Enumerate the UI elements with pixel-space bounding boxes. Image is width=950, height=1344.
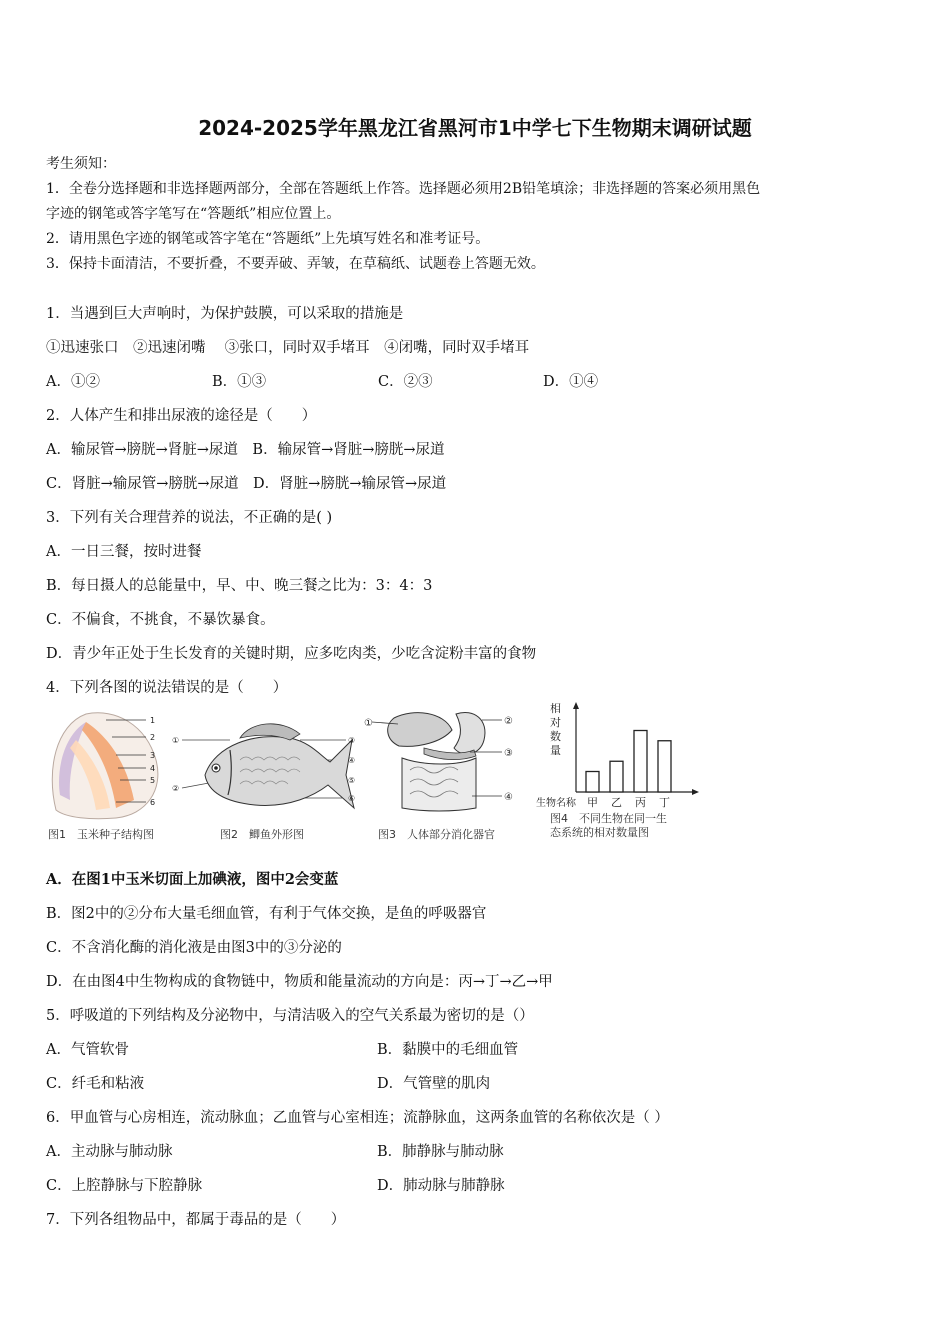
q1-option-b: B．①③ [212, 374, 267, 390]
fig2-label-6: ⑥ [348, 794, 356, 803]
figure-4-chart [536, 700, 706, 845]
q2-stem: 2．人体产生和排出尿液的途径是（ ） [46, 408, 317, 424]
figure-2-caption: 图2 鲫鱼外形图 [220, 828, 304, 841]
q5-option-a: A．气管软骨 [46, 1042, 129, 1058]
q5-stem: 5．呼吸道的下列结构及分泌物中，与清洁吸入的空气关系最为密切的是（） [46, 1008, 534, 1024]
q3-option-b: B．每日摄人的总能量中，早、中、晚三餐之比为：3：4：3 [46, 578, 433, 594]
q4-option-d: D．在由图4中生物构成的食物链中，物质和能量流动的方向是：丙→丁→乙→甲 [46, 974, 553, 990]
notice-heading: 考生须知： [46, 156, 116, 172]
fig1-label-5: 5 [150, 776, 156, 785]
fig3-label-3: ③ [504, 748, 513, 759]
page-title: 2024-2025学年黑龙江省黑河市1中学七下生物期末调研试题 [198, 116, 752, 140]
figure-2-fish [170, 700, 366, 845]
fig1-label-2: 2 [150, 733, 156, 742]
notice-item-1-cont: 字迹的钢笔或答字笔写在“答题纸”相应位置上。 [46, 206, 341, 222]
relative-quantity-chart [536, 700, 706, 810]
corn-seed-illustration [46, 700, 176, 825]
q5-option-b: B．黏膜中的毛细血管 [377, 1042, 519, 1058]
figure-4-caption-line2: 态系统的相对数量图 [550, 826, 649, 839]
fig2-label-3: ③ [348, 736, 356, 745]
q1-option-c: C．②③ [378, 374, 433, 390]
fig4-ylabel-3: 数 [550, 730, 561, 743]
fig4-ylabel-2: 对 [550, 716, 561, 729]
q4-option-c: C．不含消化酶的消化液是由图3中的③分泌的 [46, 940, 342, 956]
tick-label-乙: 乙 [611, 796, 622, 809]
q1-option-a: A．①② [46, 374, 100, 390]
q3-option-d: D．青少年正处于生长发育的关键时期，应多吃肉类，少吃含淀粉丰富的食物 [46, 646, 537, 662]
fig1-label-6: 6 [150, 798, 156, 807]
figure-3-digestive [364, 700, 524, 845]
bar-甲 [586, 772, 599, 793]
fig1-label-4: 4 [150, 764, 156, 773]
bar-丁 [658, 741, 671, 792]
digestive-organs-illustration [364, 700, 524, 825]
q1-sub: ①迅速张口 ②迅速闭嘴 ③张口，同时双手堵耳 ④闭嘴，同时双手堵耳 [46, 340, 530, 356]
q3-option-a: A．一日三餐，按时进餐 [46, 544, 202, 560]
fig4-ylabel-4: 量 [550, 744, 561, 757]
q4-figures [46, 700, 706, 845]
q5-option-d: D．气管壁的肌肉 [377, 1076, 491, 1092]
fish-illustration [170, 700, 366, 825]
notice-item-3: 3．保持卡面清洁，不要折叠，不要弄破、弄皱，在草稿纸、试题卷上答题无效。 [46, 256, 545, 272]
q1-stem: 1．当遇到巨大声响时，为保护鼓膜，可以采取的措施是 [46, 306, 404, 322]
tick-label-甲: 甲 [587, 796, 598, 809]
q1-option-d: D．①④ [543, 374, 599, 390]
fig1-label-3: 3 [150, 751, 156, 760]
q7-stem: 7．下列各组物品中，都属于毒品的是（ ） [46, 1212, 346, 1228]
q3-option-c: C．不偏食，不挑食，不暴饮暴食。 [46, 612, 275, 628]
notice-item-1: 1．全卷分选择题和非选择题两部分，全部在答题纸上作答。选择题必须用2B铅笔填涂；非选择题的答案必须用黑色 [46, 181, 761, 197]
figure-4-caption-line1: 图4 不同生物在同一生 [550, 812, 667, 825]
q5-option-c: C．纤毛和粘液 [46, 1076, 145, 1092]
bar-丙 [634, 731, 647, 793]
q6-option-d: D．肺动脉与肺静脉 [377, 1178, 505, 1194]
fig4-y-arrow [573, 702, 579, 709]
q4-stem: 4．下列各图的说法错误的是（ ） [46, 680, 288, 696]
tick-label-丁: 丁 [659, 796, 670, 809]
fig1-label-1: 1 [150, 716, 156, 725]
q2-options-cd: C．肾脏→输尿管→膀胱→尿道 D．肾脏→膀胱→输尿管→尿道 [46, 476, 447, 492]
figure-1-caption: 图1 玉米种子结构图 [48, 828, 154, 841]
fig2-label-2: ② [172, 784, 180, 793]
fig2-label-1: ① [172, 736, 180, 745]
q6-option-c: C．上腔静脉与下腔静脉 [46, 1178, 203, 1194]
q6-option-a: A．主动脉与肺动脉 [46, 1144, 173, 1160]
figure-1-corn-seed [46, 700, 176, 845]
fig3-label-4: ④ [504, 792, 513, 803]
q4-option-a [46, 868, 338, 889]
fig4-x-name: 生物名称 [536, 798, 576, 809]
fig4-ylabel-1: 相 [550, 702, 561, 715]
q6-stem: 6．甲血管与心房相连，流动脉血；乙血管与心室相连；流静脉血，这两条血管的名称依次是（ ） [46, 1110, 669, 1126]
bar-乙 [610, 761, 623, 792]
q4-option-b: B．图2中的②分布大量毛细血管，有利于气体交换，是鱼的呼吸器官 [46, 906, 487, 922]
q4-option-a-text: A．在图1中玉米切面上加碘液，图中2会变蓝 [46, 871, 339, 888]
figure-3-caption: 图3 人体部分消化器官 [378, 828, 495, 841]
tick-label-丙: 丙 [635, 796, 646, 809]
notice-item-2: 2．请用黑色字迹的钢笔或答字笔在“答题纸”上先填写姓名和准考证号。 [46, 231, 490, 247]
q3-stem: 3．下列有关合理营养的说法，不正确的是( ) [46, 510, 333, 526]
fig2-label-4: ④ [348, 756, 356, 765]
fig2-label-5: ⑤ [348, 776, 356, 785]
fig3-label-2: ② [504, 716, 513, 727]
q6-option-b: B．肺静脉与肺动脉 [377, 1144, 504, 1160]
fig4-x-arrow [692, 789, 699, 795]
q2-options-ab: A．输尿管→膀胱→肾脏→尿道 B．输尿管→肾脏→膀胱→尿道 [46, 442, 445, 458]
fig3-label-1: ① [364, 718, 373, 729]
